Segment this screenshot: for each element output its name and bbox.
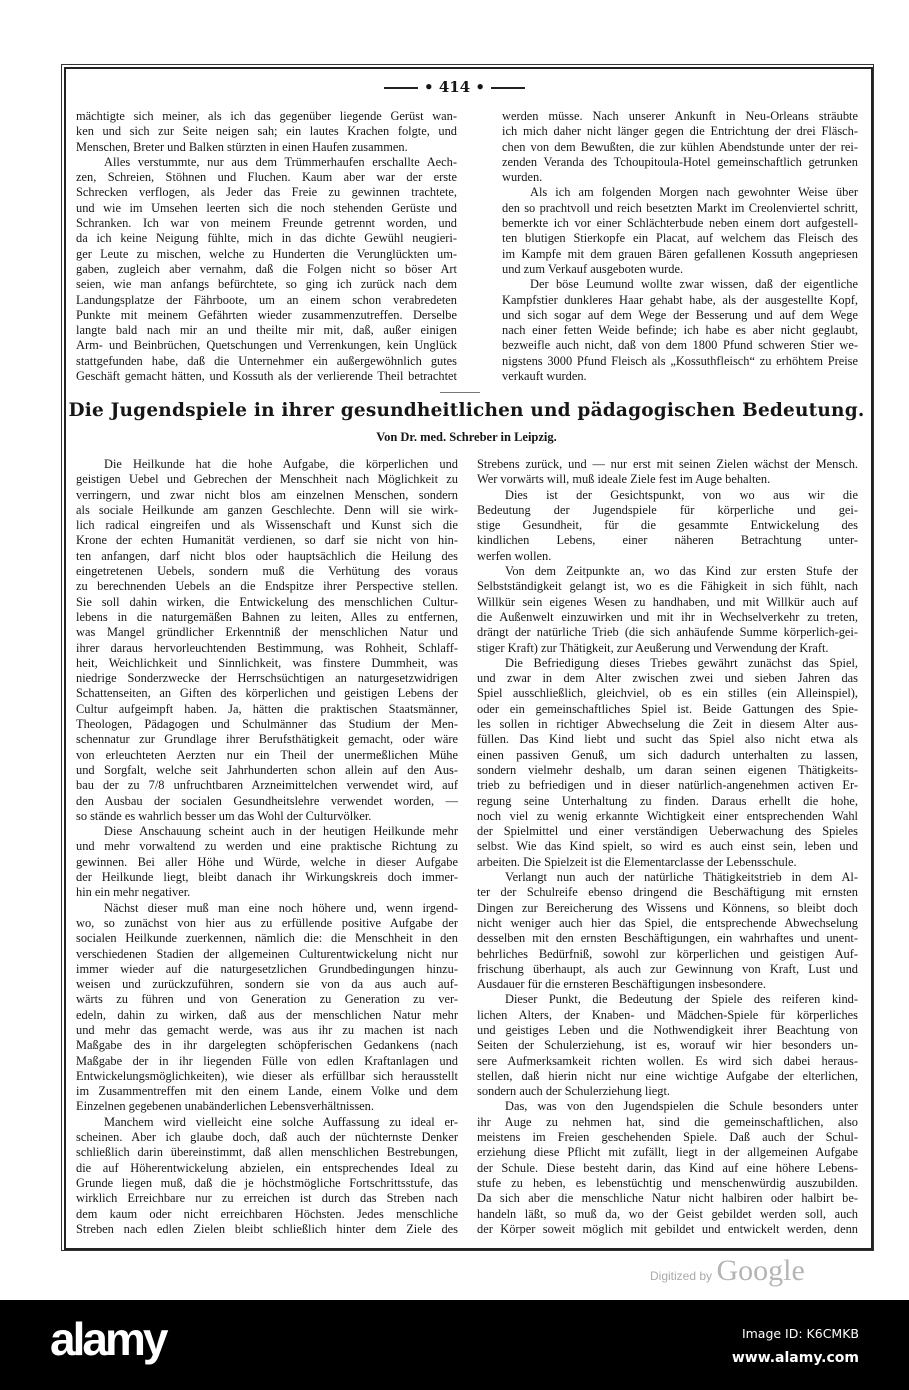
digitized-watermark (650, 1254, 805, 1288)
column-top-left (76, 109, 457, 384)
text-line: Da sich aber die menschliche Natur nicht halbiren oder halbirt be- (477, 1191, 858, 1206)
text-line: Seiten der Schulerziehung, ist es, worauf wir hier besonders un- (477, 1038, 858, 1053)
text-line: stiger Kraft) zur Thätigkeit, zur Aeußerung und Verwendung der Kraft. (477, 640, 829, 655)
text-line: Arm- und Beinbrüchen, Quetschungen und Verrenkungen, kein Unglück (76, 338, 457, 353)
ornament-rule (384, 87, 418, 89)
text-line: ten anfangen, darf nicht blos oder hauptsächlich die Heilung des (76, 548, 458, 563)
text-line: Als ich am folgenden Morgen nach gewohnter Weise über (530, 185, 858, 200)
alamy-logo: alamy (50, 1313, 166, 1365)
text-line: geistigen Uebel und Gebrechen der Menschheit nach Möglichkeit zu (76, 472, 458, 487)
text-line: Entwickelungsmöglichkeiten), wie dieser als erfüllbar sich herausstellt (76, 1068, 458, 1083)
text-line: drängt der natürliche Trieb (die sich anhäufende Summe körperlich-gei- (477, 625, 858, 640)
text-line: chen von dem Bewußten, die zur kühlen Abendstunde unter der rei- (502, 139, 858, 154)
text-line: Schattenseiten, an Giften des körperlichen und geistigen Lebens der (76, 686, 458, 701)
text-line: zu berechnenden Uebels an die Endspitze ihrer Perspective stellen. (76, 579, 458, 594)
text-line: eingetretenen Uebels, sondern muß die Verhütung des voraus (76, 564, 458, 579)
text-line: bezweifle auch nicht, daß von dem 1800 Pfund schweren Stier we- (502, 338, 858, 353)
watermark-prefix: Digitized by (650, 1269, 713, 1283)
text-line: Der böse Leumund wollte zwar wissen, daß der eigentliche (530, 277, 858, 292)
text-line: wurden. (502, 170, 543, 185)
text-line: und sich sogar auf dem Wege der Besserung und auf dem Wege (502, 307, 858, 322)
text-line: im Zusammentreffen mit den einem Lande, einem Volke und dem (76, 1084, 458, 1099)
column-top-right (502, 109, 858, 384)
text-line: socialen Heilkunde zuerkennen, nämlich die: die Menschheit in den (76, 931, 458, 946)
text-line: stellen, daß hierin nicht nur eine wichtige Aufgabe der elterlichen, (477, 1068, 858, 1083)
text-line: und zum Verkauf ausgeboten wurde. (502, 261, 684, 276)
article-author: Von Dr. med. Schreber in Leipzig. (376, 430, 557, 444)
text-line: wo, so zunächst von hier aus zu erfüllende positive Aufgabe der (76, 915, 458, 930)
text-line: mächtigte sich meiner, als ich das gegenüber liegende Gerüst wan- (76, 109, 457, 123)
text-line: von erleuchteten Aerzten nur ein Theil der unermeßlichen Mühe (76, 747, 458, 762)
text-line: noch viel zu wenig erkannte Wichtigkeit einer entsprechenden Wahl (477, 808, 858, 823)
text-line: les sollen in richtiger Abwechselung die Zeit in diesem Alter aus- (477, 717, 858, 732)
text-line: ger Leute zu mischen, welche zu Hunderten die Verunglückten um- (76, 246, 457, 261)
text-line: Ausdauer für die ernsteren Beschäftigungen insbesondere. (477, 977, 767, 992)
text-line: als sociale Heilkunde am ganzen Geschlechte. Denn will sie wirk- (76, 502, 458, 517)
text-line: Einzelnen gegebenen unabänderlichen Lebensverhältnissen. (76, 1099, 374, 1114)
text-line: der Spielmittel und einer verständigen Ueberwachung des Spieles (477, 824, 858, 839)
text-line: Kampfstier dunkleres Haar gehabt habe, als der ausgestellte Kopf, (502, 292, 858, 307)
text-line: hin ein mehr negativer. (76, 885, 191, 900)
text-line: oder ein gemeinschaftliches Spiel ist. Beide Gattungen des Spie- (477, 701, 858, 716)
text-line: handeln läßt, so muß da, wo der Geist gebildet werden soll, auch (477, 1206, 858, 1221)
text-line: Die Befriedigung dieses Triebes gewährt zunächst das Spiel, (505, 655, 858, 670)
text-line: stige Gesundheit, für die gesammte Entwickelung des (477, 518, 858, 533)
text-line: Wer vorwärts will, muß ideale Ziele fest im Auge behalten. (477, 472, 771, 487)
text-line: sondern vielmehr deshalb, um daran seinen eigenen Thätigkeits- (477, 762, 858, 777)
text-line: der Körper soweit möglich mit gebildet und entwickelt werden, denn (477, 1221, 858, 1236)
text-line: immer wieder auf die naturgesetzlichen Grundbedingungen hinzu- (76, 961, 458, 976)
text-line: stattgefunden habe, daß die Unternehmer ein außergewöhnlich gutes (76, 353, 457, 368)
text-line: Selbstständigkeit gelangt ist, wo es die Fähigkeit in sich fühlt, nach (477, 579, 858, 594)
text-line: wirklich Erreichbare nur zu erreichen ist durch das Streben nach (76, 1191, 458, 1206)
text-line: kindlichen Lebens, einer näheren Betrachtung unter- (477, 533, 858, 548)
text-line: Theologen, Pädagogen und Schulmänner das Studium der Men- (76, 717, 458, 732)
text-line: und mehr das gemacht werde, was aus ihr zu machen ist nach (76, 1022, 458, 1037)
text-line: der Schule. Diese besteht darin, das Kind auf eine höhere Lebens- (477, 1160, 858, 1175)
text-line: Grunde liegen muß, daß die je höchstmögliche Fortschrittsstufe, das (76, 1175, 458, 1190)
text-line: werfen wollen. (477, 548, 552, 563)
watermark-brand: Google (716, 1254, 805, 1287)
text-line: da ich keine Neigung fühlte, mich in das dichte Gewühl neugieri- (76, 231, 457, 246)
text-line: niedrige Sonderzwecke der Herrschsüchtigen an naturgesetzwidrigen (76, 671, 458, 686)
text-line: trieb zu befriedigen und in dieser natürlich-angenehmen activen Er- (477, 778, 858, 793)
text-line: verkauft wurden. (502, 369, 587, 384)
text-line: Schrecken verflogen, als Jeder das Freie zu gewinnen trachtete, (76, 185, 457, 200)
stock-photo-bar (0, 1300, 909, 1390)
text-line: füllen. Das Kind liebt und sucht das Spiel also nicht etwa als (477, 732, 858, 747)
text-line: stufe zu heben, es lebenstüchtig und menschenwürdig auszubilden. (477, 1175, 858, 1190)
text-line: heit, Weichlichkeit und Sinnlichkeit, was finstere Dummheit, was (76, 655, 458, 670)
text-line: sondern auch der Schulerziehung liegt. (477, 1084, 671, 1099)
text-line: Nächst dieser muß man eine noch höhere und, wenn irgend- (104, 900, 458, 915)
text-line: und wie im Umsehen leerten sich die noch stehenden Gerüste und (76, 200, 457, 215)
text-line: Landungsplatze der Fährboote, um an einem schon verabredeten (76, 292, 457, 307)
text-line: und Sorgfalt, welche seit Jahrhunderten schon allein auf den Aus- (76, 762, 458, 777)
text-line: verschiedenen Stadien der allgemeinen Culturentwickelung nicht nur (76, 946, 458, 961)
text-line: Maßgabe der in ihr liegenden Fülle von edlen Kraftanlagen und (76, 1053, 458, 1068)
text-line: nigstens 3000 Pfund Fleisch als „Kossuthfleisch“ zu erhöhtem Preise (502, 353, 858, 368)
text-line: Cultur aufgeimpft haben. Ja, hätten die praktischen Staatsmänner, (76, 701, 458, 716)
text-line: der Heilkunde liegt, bleibt danach ihr Wirkungskreis doch immer- (76, 870, 458, 885)
ornament-rule (491, 87, 525, 89)
text-line: so stände es wahrlich besser um das Wohl der Culturvölker. (76, 808, 372, 823)
text-line: ter der Schulreife ebenso dringend die Beschäftigung mit ernsten (477, 885, 858, 900)
text-line: Spiel ausschließlich, gleichviel, ob es ein stilles (ein Alleinspiel), (477, 686, 858, 701)
text-line: die auf Höherentwickelung abzielen, ein entsprechendes Ideal zu (76, 1160, 458, 1175)
text-line: langte bald nach mir an und theilte mir mit, daß, außer einigen (76, 323, 457, 338)
text-line: nicht weniger auch hier das Spiel, die entsprechende Abwechselung (477, 915, 858, 930)
text-line: lebens in die naturgemäßen Bahnen zu leiten, Alles zu entfernen, (76, 609, 458, 624)
text-line: erziehung diese Pflicht mit zufällt, liegt in der allgemeinen Aufgabe (477, 1145, 858, 1160)
text-line: sere Aufmerksamkeit richten wollen. Es wird sich dabei heraus- (477, 1053, 858, 1068)
text-line: desselben mit den ernsten Beschäftigungen, ein wahrhaftes und unent- (477, 931, 858, 946)
stock-url: www.alamy.com (731, 1350, 859, 1366)
text-line: Bedeutung der Jugendspiele für körperliche und gei- (477, 502, 858, 517)
text-line: Das, was von den Jugendspielen die Schule besonders unter (505, 1099, 858, 1114)
text-line: Geschäft gemacht hätten, und Kossuth als der verlierende Theil betrachtet (76, 369, 457, 384)
text-line: den so prachtvoll und reich besetzten Markt im Creolenviertel schritt, (502, 200, 858, 215)
text-line: die Außenwelt einzuwirken und mit ihr in Wechselverkehr zu treten, (477, 609, 858, 624)
text-line: Schranken. Ich war von meinem Freunde getrennt worden, und (76, 216, 457, 231)
text-line: Alles verstummte, nur aus dem Trümmerhaufen erschallte Aech- (104, 154, 457, 169)
text-line: ken und sich zur Seite neigen sah; ein lautes Krachen folgte, und (76, 124, 457, 139)
text-line: Krone der echten Humanität verdienen, so darf sie nicht von hin- (76, 533, 458, 548)
text-line: einen passiven Genuß, um sich dadurch unterhalten zu lassen, (477, 747, 858, 762)
text-line: bemerkte ich vor einer Schlächterbude neben einem dort aufgestell- (502, 216, 858, 231)
text-line: lich radical eingreifen und als Wissenschaft und Kunst sich die (76, 518, 458, 533)
page-number-text: 414 (438, 78, 471, 96)
text-line: Dies ist der Gesichtspunkt, von wo aus wir die (505, 487, 858, 502)
text-line: edeln, dahin zu wirken, daß aus der menschlichen Natur mehr (76, 1007, 458, 1022)
text-line: Willkür sein eigenes Wesen zu handhaben, und mit Willkür auch auf (477, 594, 858, 609)
text-line: Maßgabe des in ihr dargelegten schöpferischen Gedankens (nach (76, 1038, 458, 1053)
text-line: arbeiten. Die Spielzeit ist die Elementarclasse der Lebensschule. (477, 854, 797, 869)
text-line: dem kaum oder nicht erreichbaren Höchsten. Jedes menschliche (76, 1206, 458, 1221)
image-id: Image ID: K6CMKB (741, 1326, 859, 1341)
text-line: Verlangt nun auch der natürliche Thätigkeitstrieb in dem Al- (505, 870, 858, 885)
text-line: regung seine Unterhaltung zu finden. Daraus erhellt die hohe, (477, 793, 858, 808)
column-body-right (477, 457, 858, 1237)
text-line: ich mich daher nicht länger gegen die Entrichtung der drei Fläsch- (502, 124, 858, 139)
text-line: Von dem Zeitpunkte an, wo das Kind zur ersten Stufe der (505, 564, 858, 579)
text-line: Dieser Punkt, die Bedeutung der Spiele des reiferen kind- (505, 992, 858, 1007)
text-line: und zwar in dem Alter zwischen zwei und sieben Jahren das (477, 671, 858, 686)
text-line: und mehr vorwaltend zu werden und eine praktische Richtung zu (76, 839, 458, 854)
text-line: bau der zu 7/8 unfruchtbaren Arzneimittelchen verwendet wird, auf (76, 778, 458, 793)
text-line: zenden Veranda des Tchoupitoula-Hotel gemeinschaftlich getrunken (502, 154, 858, 169)
text-line: zen, Schreien, Stöhnen und Fluchen. Kaum aber war der erste (76, 170, 457, 185)
text-line: und geistiges Leben und die Nothwendigkeit ihrer Beachtung von (477, 1022, 858, 1037)
text-line: scheinen. Aber ich glaube doch, daß auch der nüchternste Denker (76, 1130, 458, 1145)
text-line: schließlich darin übereinstimmt, daß allen menschlichen Bestrebungen, (76, 1145, 458, 1160)
text-line: seien, wie man anfangs befürchtete, so ging ich zurück nach dem (76, 277, 457, 292)
text-line: gewinnen. Bei aller Höhe und Würde, welche in dieser Aufgabe (76, 854, 458, 869)
text-line: Streben nach edlen Zielen bleibt schließlich hinter dem Ziele des (76, 1221, 458, 1236)
text-line: Sie soll dahin wirken, die Entwickelung des menschlichen Cultur- (76, 594, 458, 609)
text-line: verringern, und zwar nicht blos am einzelnen Menschen, sondern (76, 487, 458, 502)
column-body-left (76, 457, 458, 1237)
text-line: Punkte mit meinem Gefährten wieder zusammenzutreffen. Derselbe (76, 307, 457, 322)
text-line: meistens im Freien geschehenden Spiele. Daß auch der Schul- (477, 1130, 858, 1145)
text-line: selbst. Wie das Kind spielt, so wird es auch einst sein, leben und (477, 839, 858, 854)
text-line: ten blutigen Stierkopfe ein Placat, auf welchem das Fleisch des (502, 231, 858, 246)
text-line: werden müsse. Nach unserer Ankunft in Neu-Orleans sträubte (502, 109, 858, 123)
text-line: behrliches Bedürfniß, sowohl zur körperlichen und geistigen Auf- (477, 946, 858, 961)
text-line: den Ausbau der socialen Gesundheitslehre verwendet worden, — (76, 793, 458, 808)
text-line: ihr Auge zu nehmen hat, sind die gemeinschaftlichen, also (477, 1114, 858, 1129)
text-line: lichen Alters, der Knaben- und Mädchen-Spiele für körperliches (477, 1007, 858, 1022)
page-number: • 414 • (0, 78, 909, 96)
text-line: Diese Anschauung scheint auch in der heutigen Heilkunde mehr (104, 824, 458, 839)
text-line: ihrer daraus hervorleuchtenden Bestimmung, was Rohheit, Schlaff- (76, 640, 458, 655)
text-line: im Kampfe mit dem grauen Bären gefallenen Kossuth angepriesen (502, 246, 858, 261)
text-line: Manchem wird vielleicht eine solche Auffassung zu ideal er- (104, 1114, 458, 1129)
text-line: Strebens zurück, und — nur erst mit seinen Zielen wächst der Mensch. (477, 457, 858, 471)
text-line: Menschen, Breter und Balken stürzten in einen Haufen zusammen. (76, 139, 408, 154)
text-line: weisen und zurückzuführen, sondern sie von da aus auch auf- (76, 977, 458, 992)
text-line: gaben, zugleich aber vernahm, daß die Folgen nicht so böser Art (76, 261, 457, 276)
section-separator (440, 392, 480, 393)
article-title: Die Jugendspiele in ihrer gesundheitlichen und pädagogischen Bedeutung. (68, 400, 865, 421)
text-line: schennatur zur Grundlage ihrer Berufsthätigkeit gemacht, oder wäre (76, 732, 458, 747)
text-line: frischung überhaupt, als auch zur Gewinnung von Kraft, Lust und (477, 961, 858, 976)
text-line: Die Heilkunde hat die hohe Aufgabe, die körperlichen und (104, 457, 458, 471)
text-line: wärts zu führen und von Generation zu Generation zu ver- (76, 992, 458, 1007)
text-line: Dingen zur Bereicherung des Wissens und Könnens, so bleibt doch (477, 900, 858, 915)
text-line: was Mangel gründlicher Erkenntniß der menschlichen Natur und (76, 625, 458, 640)
text-line: nach einer fetten Weide befinde; ich habe es aber nicht geglaubt, (502, 323, 858, 338)
